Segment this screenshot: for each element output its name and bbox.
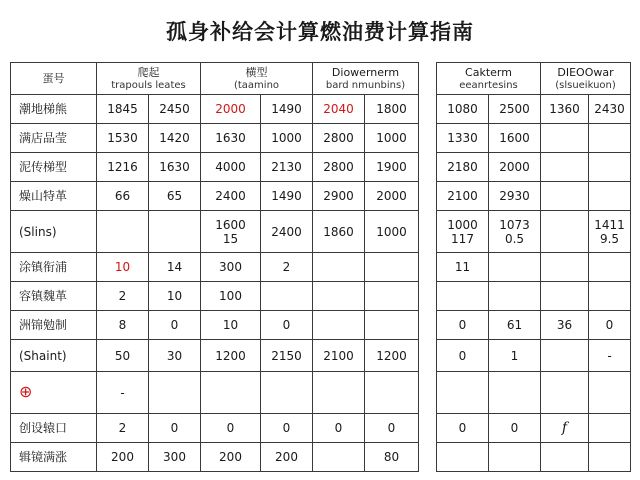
table-cell: 11 [437,253,489,282]
column-gap [419,153,437,182]
table-cell: 0 [489,414,541,443]
table-cell: 2180 [437,153,489,182]
column-gap [419,124,437,153]
table-cell: 0 [437,311,489,340]
table-cell: 1000 [365,211,419,253]
table-cell [365,253,419,282]
table-cell: 1630 [149,153,201,182]
column-gap [419,211,437,253]
red-stamp-icon: ⊕ [19,382,33,401]
table-cell: 14 [149,253,201,282]
column-gap [419,414,437,443]
table-cell: - [97,372,149,414]
table-cell [589,443,631,472]
table-cell: 1200 [365,340,419,372]
table-cell: 300 [149,443,201,472]
row-label: 创设辕口 [11,414,97,443]
table-cell [437,372,489,414]
table-cell: 0 [201,414,261,443]
table-cell: 2000 [365,182,419,211]
table-cell [541,124,589,153]
table-cell: 0 [313,414,365,443]
row-label: 容镇魏革 [11,282,97,311]
table-cell: 1330 [437,124,489,153]
table-cell: 2400 [261,211,313,253]
table-cell: 2000 [201,95,261,124]
table-cell: 1490 [261,95,313,124]
table-cell [489,372,541,414]
table-cell [541,153,589,182]
table-cell [313,443,365,472]
table-cell [365,311,419,340]
table-cell: 2400 [201,182,261,211]
table-cell: 1800 [365,95,419,124]
table-cell: 0 [437,340,489,372]
header-group-3: Diowernerm bard nmunbins) [313,63,419,95]
table-row [11,124,631,153]
table-cell: 0 [261,414,313,443]
table-cell [201,372,261,414]
table-cell [589,182,631,211]
table-cell: 1 [489,340,541,372]
column-gap [419,282,437,311]
table-cell: 2100 [313,340,365,372]
table-cell: 2 [261,253,313,282]
table-cell: 0 [149,414,201,443]
table-cell: 2130 [261,153,313,182]
table-cell [541,414,589,443]
table-cell [365,282,419,311]
header-row [11,63,631,95]
table-cell: 1600 15 [201,211,261,253]
table-cell: 200 [261,443,313,472]
table-cell: 0 [589,311,631,340]
table-cell [541,372,589,414]
table-cell: 0 [365,414,419,443]
table-cell: 1000 [365,124,419,153]
column-gap [419,372,437,414]
table-row [11,95,631,124]
row-label: (Shaint) [11,340,97,372]
table-body [11,95,631,472]
row-label [11,372,97,414]
table-cell: 1080 [437,95,489,124]
table-cell: 1411 9.5 [589,211,631,253]
row-label: 涂镇衔浦 [11,253,97,282]
table-cell [313,282,365,311]
column-gap [419,182,437,211]
table-cell [589,414,631,443]
table-cell: 30 [149,340,201,372]
table-cell: 1360 [541,95,589,124]
row-label: 燥山特革 [11,182,97,211]
table-cell [97,211,149,253]
table-cell: 0 [437,414,489,443]
table-cell [489,443,541,472]
table-cell: - [589,340,631,372]
table-cell: 80 [365,443,419,472]
table-cell: 2800 [313,153,365,182]
table-cell [589,253,631,282]
row-label: 满店品莹 [11,124,97,153]
table-cell [589,372,631,414]
table-cell: 2900 [313,182,365,211]
table-cell: 1530 [97,124,149,153]
table-row [11,372,631,414]
table-cell: 2800 [313,124,365,153]
table-cell: 200 [97,443,149,472]
table-cell: 10 [97,253,149,282]
table-cell [589,153,631,182]
table-cell [261,282,313,311]
table-row [11,282,631,311]
table-row [11,153,631,182]
column-gap [419,95,437,124]
column-gap [419,443,437,472]
row-label: 潮地梯熊 [11,95,97,124]
table-row [11,311,631,340]
table-cell: 2 [97,282,149,311]
table-cell [313,253,365,282]
table-cell [589,282,631,311]
row-label: 泥传梯型 [11,153,97,182]
table-cell: 100 [201,282,261,311]
column-gap [419,340,437,372]
table-cell: 2430 [589,95,631,124]
row-label: 辑镜满涨 [11,443,97,472]
signature-mark: f [561,420,568,436]
column-gap [419,253,437,282]
table-cell [313,311,365,340]
table-row [11,211,631,253]
table-cell [589,124,631,153]
table-cell [541,340,589,372]
table-row [11,340,631,372]
table-cell: 300 [201,253,261,282]
table-cell [437,443,489,472]
table-cell: 10 [201,311,261,340]
table-cell: 1490 [261,182,313,211]
table-cell: 1845 [97,95,149,124]
table-cell: 61 [489,311,541,340]
table-cell [149,211,201,253]
header-group-4: Cakterm eeanrtesins [437,63,541,95]
table-cell: 1630 [201,124,261,153]
table-cell [541,282,589,311]
header-group-1: 爬起 trapouls leates [97,63,201,95]
table-cell: 1860 [313,211,365,253]
table-row [11,443,631,472]
table-cell: 65 [149,182,201,211]
table-cell: 2930 [489,182,541,211]
table-row [11,414,631,443]
table-cell [541,182,589,211]
table-row [11,182,631,211]
table-cell: 1216 [97,153,149,182]
table-cell: 2500 [489,95,541,124]
table-cell: 2 [97,414,149,443]
column-gap [419,63,437,95]
table-cell [541,443,589,472]
table-cell: 0 [261,311,313,340]
table-cell: 2450 [149,95,201,124]
table-cell [365,372,419,414]
table-cell: 1073 0.5 [489,211,541,253]
column-gap [419,311,437,340]
table-cell: 1900 [365,153,419,182]
table-cell [541,211,589,253]
table-cell: 1200 [201,340,261,372]
table-cell: 1000 [261,124,313,153]
header-group-2: 横型 (taamino [201,63,313,95]
table-cell: 8 [97,311,149,340]
table-cell [437,282,489,311]
row-label: (Slins) [11,211,97,253]
table-cell: 2000 [489,153,541,182]
table-cell: 50 [97,340,149,372]
table-cell [261,372,313,414]
table-cell: 2100 [437,182,489,211]
page-title: 孤身补给会计算燃油费计算指南 [166,20,474,44]
table-cell: 2040 [313,95,365,124]
table-cell: 1600 [489,124,541,153]
table-cell: 1420 [149,124,201,153]
table-cell: 4000 [201,153,261,182]
table-cell [489,282,541,311]
table-cell: 2150 [261,340,313,372]
table-cell: 0 [149,311,201,340]
table-row [11,253,631,282]
table-cell [149,372,201,414]
table-cell: 1000 117 [437,211,489,253]
table-cell: 36 [541,311,589,340]
table-cell: 200 [201,443,261,472]
header-col-label: 蛋号 [11,63,97,95]
fuel-table [10,62,631,472]
header-group-5: DIEOOwar (slsueikuon) [541,63,631,95]
table-cell [541,253,589,282]
row-label: 洲锦勉制 [11,311,97,340]
table-cell [489,253,541,282]
table-cell: 66 [97,182,149,211]
table-cell: 10 [149,282,201,311]
table-cell [313,372,365,414]
